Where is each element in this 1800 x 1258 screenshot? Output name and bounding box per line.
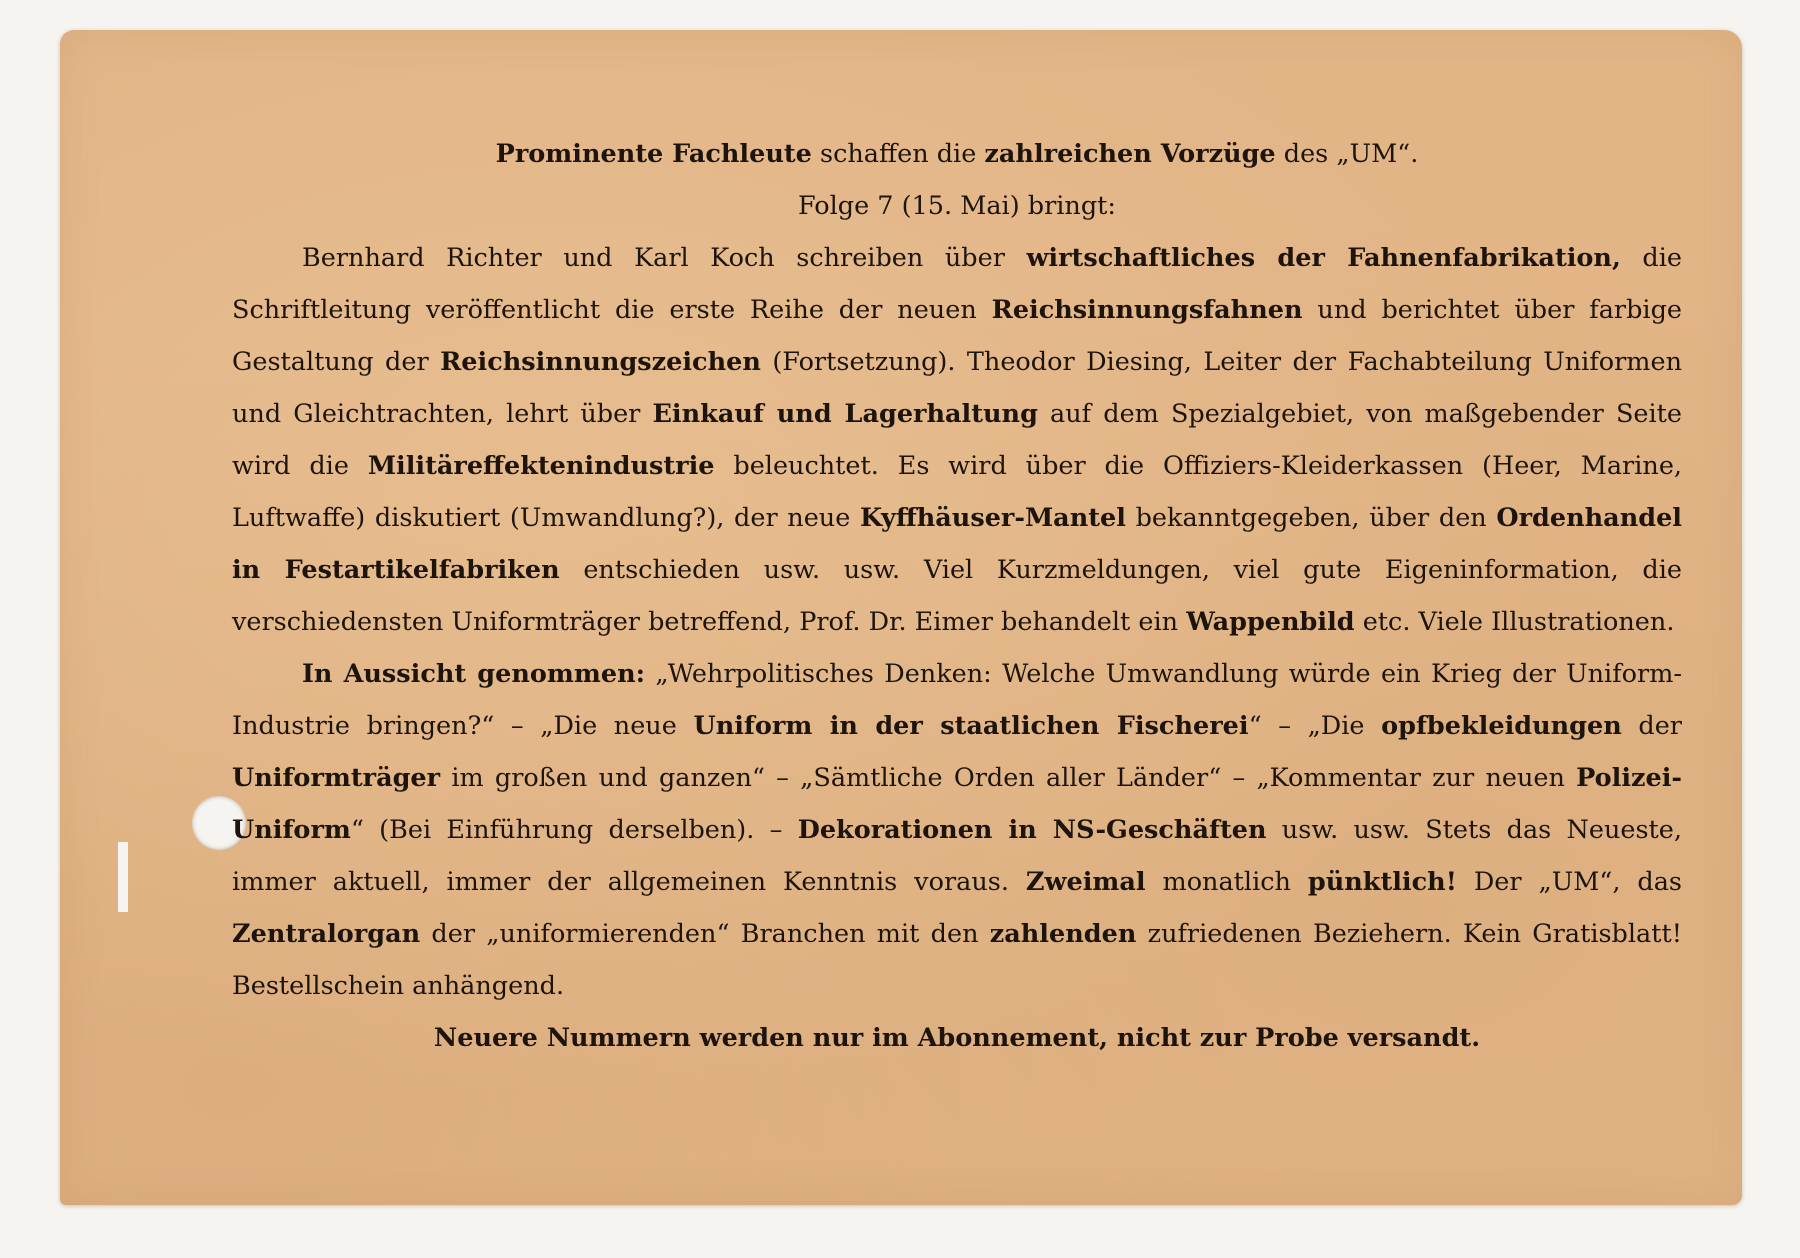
text-run: Ordenhandel in Festartikelfabriken <box>232 503 1682 585</box>
text-run: beleuchtet. Es wird über die Offiziers-Kleiderkassen (Heer, Marine, Luftwaffe) diskutiert (Umwandlung?), der neue <box>232 451 1683 533</box>
text-run: etc. Viele Illustrationen. <box>1354 607 1675 637</box>
text-block <box>232 128 1682 1064</box>
text-run: auf dem Spezialgebiet, von maßgebender Seite wird die <box>232 399 1682 481</box>
text-run: Reichsinnungsfahnen <box>991 295 1303 325</box>
text-run: zahlreichen Vorzüge <box>984 139 1276 169</box>
text-run: Reichsinnungszeichen <box>440 347 761 377</box>
text-run: Der „UM“, das <box>1456 867 1683 897</box>
text-run: Uniformträger <box>232 763 441 793</box>
text-run: Uniform in der staatlichen Fischerei <box>693 711 1249 741</box>
text-run: bekanntgegeben, über den <box>1125 503 1497 533</box>
text-run: zufriedenen Beziehern. Kein Gratisblatt! Bestellschein anhängend. <box>232 919 1682 1001</box>
text-run: der „uniformierenden“ Branchen mit den <box>420 919 990 949</box>
text-run: des „UM“. <box>1275 139 1419 169</box>
text-run: entschieden usw. usw. Viel Kurzmeldungen, viel gute Eigeninformation, die verschiedensten Uniformträger betreffend, Prof. Dr. Eimer behandelt ein <box>232 555 1682 637</box>
text-run: Zweimal <box>1025 867 1146 897</box>
text-run: die Schriftleitung veröffentlicht die erste Reihe der neuen <box>232 243 1682 325</box>
text-run: monatlich <box>1145 867 1308 897</box>
text-run: opfbekleidungen <box>1381 711 1622 741</box>
text-run: schaffen die <box>811 139 985 169</box>
torn-edge-notch <box>118 842 128 912</box>
text-run: der <box>1621 711 1682 741</box>
text-run: Polizei-Uniform <box>232 763 1682 845</box>
paragraph-2 <box>232 648 1682 1012</box>
text-run: wirtschaftliches der Fahnenfabrikation, <box>1026 243 1621 273</box>
text-run: In Aussicht genommen: <box>302 659 646 689</box>
text-run: Wappenbild <box>1186 607 1355 637</box>
footer-line: Neuere Nummern werden nur im Abonnement, nicht zur Probe versandt. <box>433 1023 1481 1053</box>
text-run: Dekorationen in NS-Geschäften <box>797 815 1267 845</box>
header-line-2: Folge 7 (15. Mai) bringt: <box>797 191 1117 221</box>
text-run: (Fortsetzung). Theodor Diesing, Leiter der Fachabteilung Uniformen und Gleichtrachten, lehrt über <box>232 347 1682 429</box>
text-run: Einkauf und Lagerhaltung <box>652 399 1038 429</box>
postcard-back <box>60 30 1742 1205</box>
text-run: usw. usw. Stets das Neueste, immer aktuell, immer der allgemeinen Kenntnis voraus. <box>232 815 1683 897</box>
text-run: Zentralorgan <box>232 919 421 949</box>
text-run: im großen und ganzen“ – „Sämtliche Orden aller Länder“ – „Kommentar zur neuen <box>440 763 1577 793</box>
text-run: Prominente Fachleute <box>495 139 812 169</box>
paragraph-1 <box>232 232 1682 648</box>
text-run: “ – „Die <box>1248 711 1382 741</box>
text-run: Kyffhäuser-Mantel <box>859 503 1126 533</box>
text-run: pünktlich! <box>1307 867 1457 897</box>
text-run: Bernhard Richter und Karl Koch schreiben über <box>302 243 1027 273</box>
text-run: und berichtet über farbige Gestaltung der <box>232 295 1682 377</box>
text-run: „Wehrpolitisches Denken: Welche Umwandlung würde ein Krieg der Uniform-Industrie bringen?“ – „Die neue <box>232 659 1682 741</box>
text-run: zahlenden <box>989 919 1137 949</box>
header-line-1 <box>232 128 1682 180</box>
text-run: “ (Bei Einführung derselben). – <box>350 815 798 845</box>
text-run: Militäreffektenindustrie <box>367 451 715 481</box>
